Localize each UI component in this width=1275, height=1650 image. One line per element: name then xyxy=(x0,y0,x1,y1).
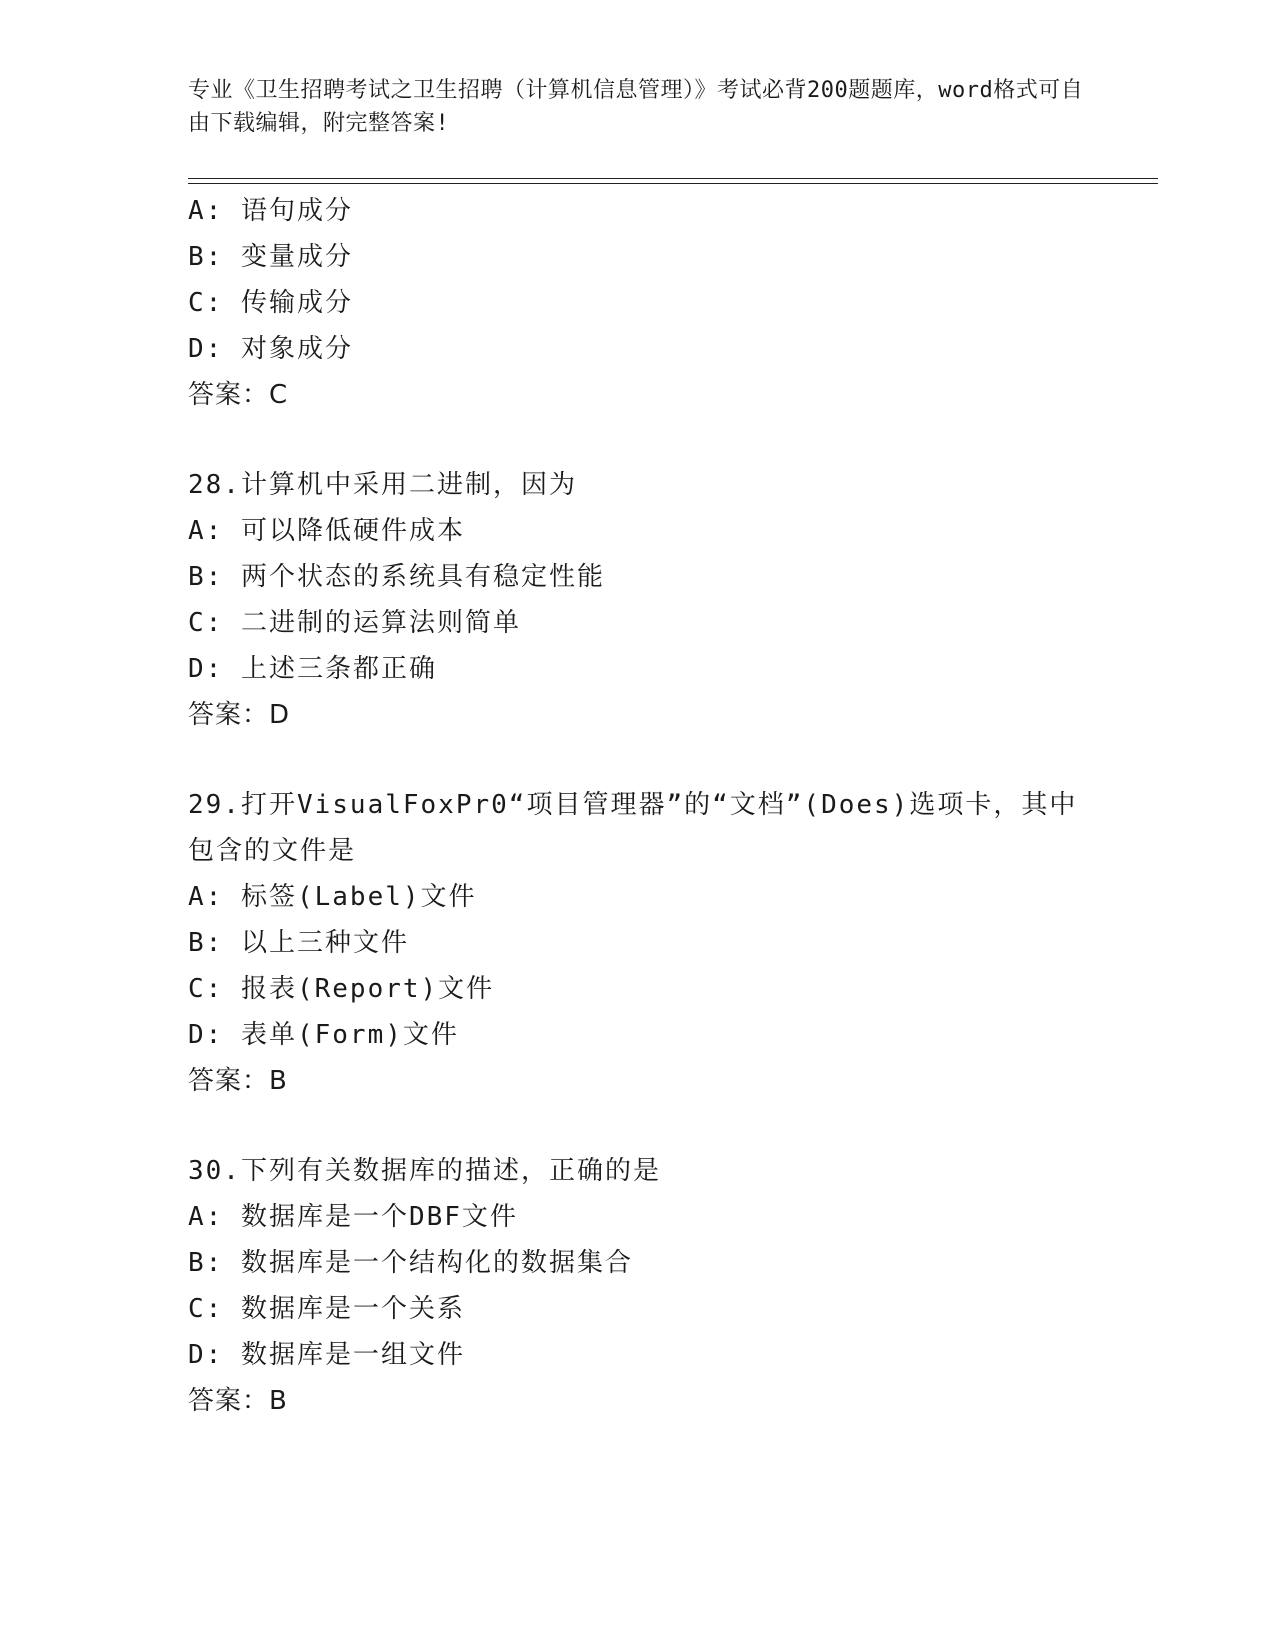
option-a: A: 可以降低硬件成本 xyxy=(188,516,465,546)
option-c: C: 传输成分 xyxy=(188,288,353,318)
spacer xyxy=(188,418,1158,462)
question-27 xyxy=(188,188,1158,418)
answer-line: 答案：B xyxy=(188,1066,288,1096)
document-header-title: 专业《卫生招聘考试之卫生招聘（计算机信息管理）》考试必背200题题库，word格式可自由下载编辑，附完整答案! xyxy=(188,78,1084,136)
option-b: B: 数据库是一个结构化的数据集合 xyxy=(188,1248,633,1278)
option-d: D: 表单(Form)文件 xyxy=(188,1020,459,1050)
question-list xyxy=(188,188,1158,1424)
question-29 xyxy=(188,782,1158,1104)
option-a: A: 语句成分 xyxy=(188,196,353,226)
option-d: D: 上述三条都正确 xyxy=(188,654,437,684)
option-d: D: 对象成分 xyxy=(188,334,353,364)
option-c: C: 二进制的运算法则简单 xyxy=(188,608,521,638)
answer-line: 答案：D xyxy=(188,700,291,730)
question-stem: 29.打开VisualFoxPr0“项目管理器”的“文档”(Does)选项卡，其中包含的文件是 xyxy=(188,790,1078,866)
question-28 xyxy=(188,462,1158,738)
option-b: B: 变量成分 xyxy=(188,242,353,272)
header-rule-top xyxy=(188,178,1158,179)
question-stem: 28.计算机中采用二进制，因为 xyxy=(188,470,577,500)
answer-line: 答案：C xyxy=(188,380,289,410)
question-stem: 30.下列有关数据库的描述，正确的是 xyxy=(188,1156,661,1186)
question-30 xyxy=(188,1148,1158,1424)
spacer xyxy=(188,1104,1158,1148)
answer-line: 答案：B xyxy=(188,1386,288,1416)
option-a: A: 标签(Label)文件 xyxy=(188,882,477,912)
option-b: B: 以上三种文件 xyxy=(188,928,409,958)
option-d: D: 数据库是一组文件 xyxy=(188,1340,465,1370)
option-c: C: 数据库是一个关系 xyxy=(188,1294,465,1324)
spacer xyxy=(188,738,1158,782)
header-rule-bottom xyxy=(188,183,1158,184)
option-a: A: 数据库是一个DBF文件 xyxy=(188,1202,518,1232)
option-c: C: 报表(Report)文件 xyxy=(188,974,495,1004)
option-b: B: 两个状态的系统具有稳定性能 xyxy=(188,562,605,592)
